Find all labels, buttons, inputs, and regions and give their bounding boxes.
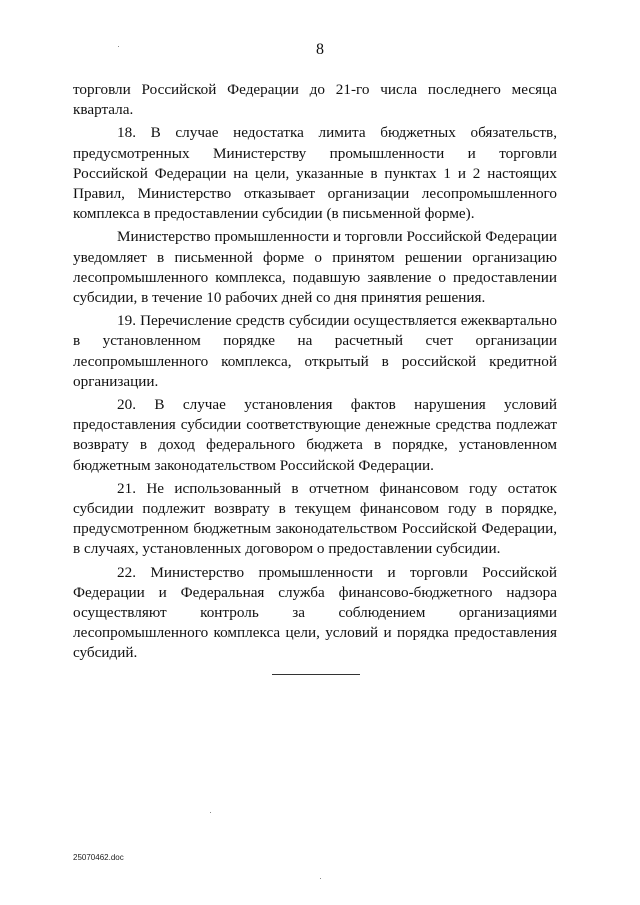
scan-speck	[118, 46, 119, 47]
page-number: 8	[316, 41, 324, 58]
paragraph-item-18: 18. В случае недостатка лимита бюджетных обязательств, предусмотренных Министерству промышленности и торговли Российской Федерации на цели, указанные в пунктах 1 и 2 настоящих Правил, Министерство отказывает организации лесопромышленного комплекса в предоставлении субсидии (в письменной форме).	[73, 124, 557, 223]
document-body	[73, 80, 557, 667]
scan-speck	[320, 878, 321, 879]
paragraph-item-20: 20. В случае установления фактов нарушения условий предоставления субсидии соответствующие денежные средства подлежат возврату в доход федерального бюджета в порядке, установленном бюджетным законодательством Российской Федерации.	[73, 396, 557, 474]
paragraph-item-21: 21. Не использованный в отчетном финансовом году остаток субсидии подлежит возврату в текущем финансовом году в порядке, предусмотренном бюджетным законодательством Российской Федерации, в случаях, установленных договором о предоставлении субсидии.	[73, 479, 557, 558]
paragraph-item-22: 22. Министерство промышленности и торговли Российской Федерации и Федеральная служба финансово-бюджетного надзора осуществляют контроль за соблюдением организациями лесопромышленного комплекса цели, условий и порядка предоставления субсидий.	[73, 563, 557, 662]
paragraph-notification: Министерство промышленности и торговли Российской Федерации уведомляет в письменной форме о принятом решении организацию лесопромышленного комплекса, подавшую заявление о предоставлении субсидии, в течение 10 рабочих дней со дня принятия решения.	[73, 228, 557, 307]
paragraph-continuation: торговли Российской Федерации до 21-го числа последнего месяца квартала.	[73, 81, 557, 119]
scan-speck	[210, 812, 211, 813]
paragraph-item-19: 19. Перечисление средств субсидии осуществляется ежеквартально в установленном порядке на расчетный счет организации лесопромышленного комплекса, открытый в российской кредитной организации.	[73, 312, 557, 390]
end-separator-line	[272, 674, 360, 675]
footer-filename: 25070462.doc	[73, 853, 124, 862]
